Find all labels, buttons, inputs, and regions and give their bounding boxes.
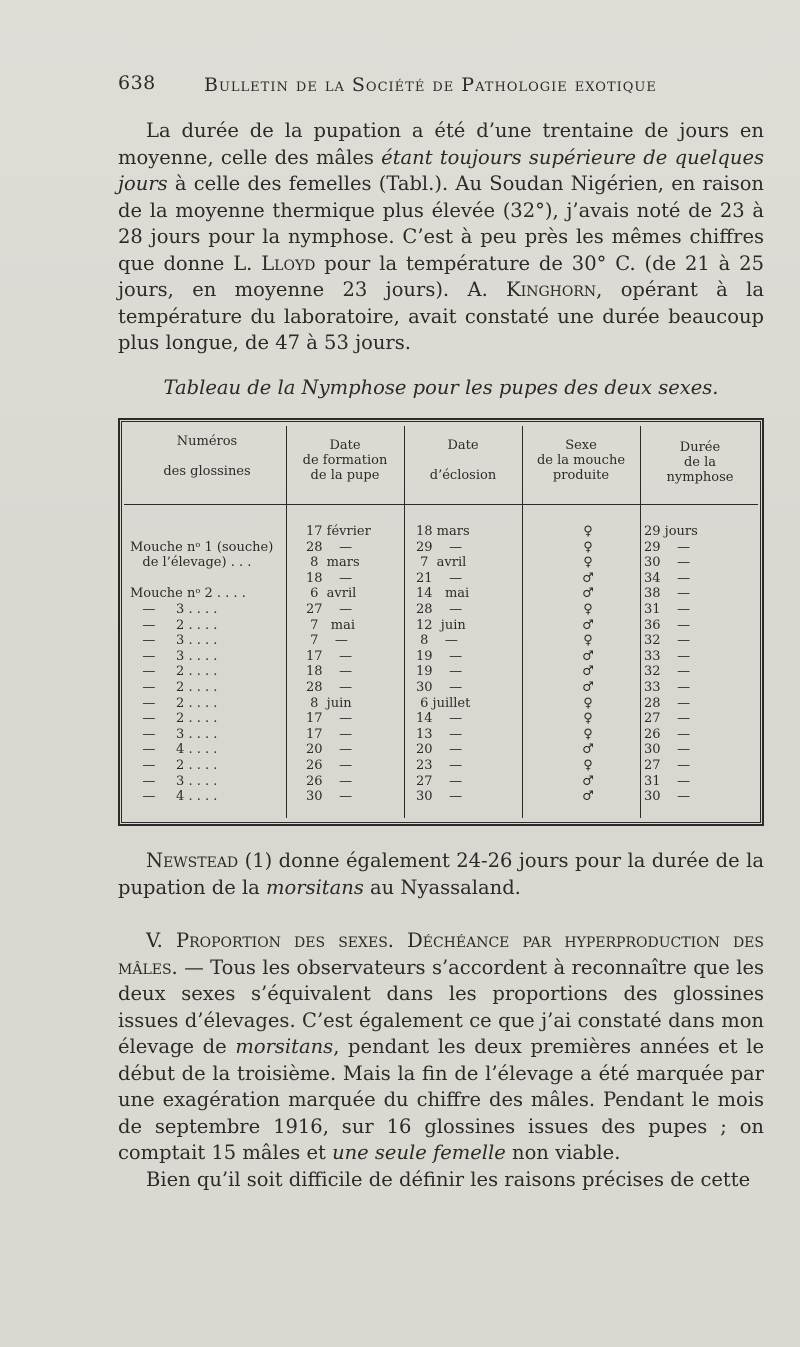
row-date-formation: 18 — bbox=[306, 570, 353, 586]
row-duree: 30 — bbox=[644, 555, 691, 571]
row-date-eclosion: 8 — bbox=[416, 633, 458, 649]
header-date-eclosion bbox=[404, 438, 522, 483]
text-run: non viable. bbox=[505, 1141, 621, 1164]
row-sexe: ♂ bbox=[582, 664, 594, 680]
row-sexe: ♀ bbox=[583, 602, 593, 617]
section-heading: V. Proportion des sexes. Déchéance par hyperproduction des mâles. bbox=[118, 929, 764, 979]
page-number: 638 bbox=[118, 72, 156, 94]
row-numero: — 2 . . . . bbox=[130, 680, 218, 695]
row-duree: 28 — bbox=[644, 695, 691, 711]
row-sexe: ♀ bbox=[583, 726, 593, 742]
row-date-eclosion: 14 mai bbox=[416, 586, 470, 602]
text-run: (1) donne également 24-26 jours pour la durée de la pupation de la bbox=[118, 849, 764, 899]
row-sexe: ♀ bbox=[583, 695, 593, 711]
italic-run: morsitans bbox=[266, 875, 364, 899]
row-date-formation: 17 — bbox=[306, 648, 353, 664]
row-duree: 34 — bbox=[644, 570, 691, 586]
row-date-formation: 6 avril bbox=[306, 586, 357, 602]
row-sexe: ♀ bbox=[583, 555, 593, 571]
row-duree: 30 — bbox=[644, 789, 691, 805]
row-duree: 27 — bbox=[644, 758, 691, 773]
row-date-formation: 17 — bbox=[306, 711, 353, 727]
row-date-eclosion: 28 — bbox=[416, 602, 463, 617]
row-date-eclosion: 19 — bbox=[416, 648, 463, 664]
row-date-formation: 28 — bbox=[306, 680, 353, 695]
row-numero: — 2 . . . . bbox=[130, 711, 218, 727]
header-text: nymphose bbox=[666, 470, 734, 485]
row-date-eclosion: 30 — bbox=[416, 680, 463, 695]
row-sexe: ♀ bbox=[583, 758, 593, 773]
header-text: Durée bbox=[679, 440, 721, 455]
row-sexe: ♂ bbox=[582, 742, 594, 758]
row-date-eclosion: 29 — bbox=[416, 539, 463, 555]
row-duree: 30 — bbox=[644, 742, 691, 758]
header-text: Date bbox=[447, 438, 479, 453]
row-date-formation: 26 — bbox=[306, 773, 353, 789]
row-duree: 33 — bbox=[644, 680, 691, 695]
row-sexe: ♂ bbox=[582, 648, 594, 664]
text-run: , pendant les deux premières années et le début de la troisième. Mais la fin de l’élevage a été marquée par une exagération marquée du chiffre des mâles. Pendant le mois de septembre 1916, sur 16 glossines issues des pupes ; on comptait 15 mâles et bbox=[118, 1035, 765, 1164]
row-date-formation: 18 — bbox=[306, 664, 353, 680]
row-sexe: ♂ bbox=[582, 680, 594, 695]
row-numero: — 3 . . . . bbox=[130, 726, 218, 742]
paragraph-pupation bbox=[118, 118, 764, 357]
row-numero: de l’élevage) . . . bbox=[130, 555, 252, 571]
row-sexe: ♀ bbox=[583, 524, 593, 539]
nymphose-table bbox=[118, 418, 764, 826]
journal-title: Bulletin de la Société de Pathologie exotique bbox=[204, 74, 657, 96]
row-date-eclosion: 14 — bbox=[416, 711, 463, 727]
row-sexe: ♂ bbox=[582, 617, 594, 633]
author-name: Newstead bbox=[146, 849, 239, 872]
row-numero: — 2 . . . . bbox=[130, 664, 218, 680]
row-duree: 36 — bbox=[644, 617, 691, 633]
text-run: , opérant à la température du laboratoire, avait constaté une durée beaucoup plus longue, de 47 à 53 jours. bbox=[118, 278, 764, 354]
row-date-eclosion: 30 — bbox=[416, 789, 463, 805]
row-numero: Mouche nᵒ 2 . . . . bbox=[130, 586, 246, 602]
row-date-eclosion: 21 — bbox=[416, 570, 463, 586]
header-text: de formation bbox=[302, 453, 388, 468]
row-sexe: ♂ bbox=[582, 789, 594, 805]
paragraph-newstead bbox=[118, 848, 764, 901]
italic-run: une seule femelle bbox=[332, 1141, 506, 1164]
row-numero: — 3 . . . . bbox=[130, 602, 218, 617]
header-text: Numéros bbox=[176, 434, 238, 449]
row-duree: 38 — bbox=[644, 586, 691, 602]
text-run: La durée de la pupation a été d’une trentaine de jours en moyenne, celle des mâles bbox=[118, 119, 764, 169]
row-date-eclosion: 27 — bbox=[416, 773, 463, 789]
row-numero: — 3 . . . . bbox=[130, 633, 218, 649]
row-sexe: ♂ bbox=[582, 773, 594, 789]
paragraph-proportion bbox=[118, 928, 764, 1193]
text-run: — Tous les observateurs s’accordent à reconnaître que les deux sexes s’équivalent dans les proportions des glossines issues d’élevages. C’est également ce que j’ai constaté dans mon élevage de bbox=[118, 955, 764, 1058]
header-text: d’éclosion bbox=[429, 468, 497, 483]
row-duree: 29 — bbox=[644, 539, 691, 555]
row-numero: — 3 . . . . bbox=[130, 648, 218, 664]
row-date-formation: 26 — bbox=[306, 758, 353, 773]
header-numeros bbox=[128, 434, 286, 479]
row-sexe: ♀ bbox=[583, 633, 593, 649]
author-name: Kinghorn bbox=[506, 278, 597, 301]
header-text: de la bbox=[683, 455, 717, 470]
row-date-formation: 7 — bbox=[306, 633, 348, 649]
row-duree: 32 — bbox=[644, 633, 691, 649]
author-name: Lloyd bbox=[261, 251, 316, 275]
table-caption: Tableau de la Nymphose pour les pupes des deux sexes. bbox=[163, 376, 719, 399]
row-duree: 31 — bbox=[644, 602, 691, 617]
header-text: Sexe bbox=[565, 438, 597, 453]
row-numero: — 4 . . . . bbox=[130, 742, 218, 758]
header-date-formation bbox=[286, 438, 404, 483]
header-text: de la mouche bbox=[536, 453, 626, 468]
row-duree: 31 — bbox=[644, 773, 691, 789]
row-date-formation: 17 — bbox=[306, 726, 353, 742]
row-duree: 33 — bbox=[644, 648, 691, 664]
row-numero: — 2 . . . . bbox=[130, 758, 218, 773]
row-date-eclosion: 19 — bbox=[416, 664, 463, 680]
header-text: Date bbox=[329, 438, 361, 453]
row-date-eclosion: 23 — bbox=[416, 758, 463, 773]
text-run: à celle des femelles (Tabl.). Au Soudan Nigérien, en raison de la moyenne thermique plus élevée (32°), j’avais noté de 23 à 28 jours pour la nymphose. C’est à peu près les mêmes chiffres que donne L. bbox=[118, 172, 764, 275]
row-date-formation: 28 — bbox=[306, 539, 353, 555]
italic-run: étant toujours supérieure de quelques jours bbox=[118, 145, 764, 195]
row-sexe: ♀ bbox=[583, 539, 593, 555]
row-date-formation: 17 février bbox=[306, 524, 371, 539]
row-date-eclosion: 12 juin bbox=[416, 617, 466, 633]
header-text: de la pupe bbox=[310, 468, 380, 483]
row-date-eclosion: 13 — bbox=[416, 726, 463, 742]
row-numero: — 4 . . . . bbox=[130, 789, 218, 805]
italic-run: morsitans bbox=[235, 1035, 334, 1058]
header-duree bbox=[640, 440, 760, 485]
row-duree: 32 — bbox=[644, 664, 691, 680]
row-date-formation: 8 juin bbox=[306, 695, 352, 711]
row-date-formation: 20 — bbox=[306, 742, 353, 758]
row-duree: 27 — bbox=[644, 711, 691, 727]
row-date-eclosion: 6 juillet bbox=[416, 695, 471, 711]
row-numero: Mouche nᵒ 1 (souche) bbox=[130, 539, 274, 555]
text-run: pour la température de 30° C. (de 21 à 25 jours, en moyenne 23 jours). A. bbox=[118, 251, 764, 301]
row-sexe: ♂ bbox=[582, 586, 594, 602]
header-divider bbox=[124, 504, 758, 505]
row-duree: 29 jours bbox=[644, 524, 698, 539]
row-numero: — 2 . . . . bbox=[130, 695, 218, 711]
row-date-formation: 30 — bbox=[306, 789, 353, 805]
text-run: au Nyassaland. bbox=[363, 875, 521, 899]
row-date-formation: 8 mars bbox=[306, 555, 360, 571]
row-date-eclosion: 20 — bbox=[416, 742, 463, 758]
header-text: produite bbox=[552, 468, 610, 483]
header-sexe bbox=[522, 438, 640, 483]
row-numero: — 3 . . . . bbox=[130, 773, 218, 789]
row-date-formation: 7 mai bbox=[306, 617, 356, 633]
text-run: Bien qu’il soit difficile de définir les raisons précises de cette bbox=[146, 1167, 751, 1191]
row-numero: — 2 . . . . bbox=[130, 617, 218, 633]
row-sexe: ♂ bbox=[582, 570, 594, 586]
header-text: des glossines bbox=[163, 464, 251, 479]
row-date-eclosion: 18 mars bbox=[416, 524, 470, 539]
row-sexe: ♀ bbox=[583, 711, 593, 727]
row-duree: 26 — bbox=[644, 726, 691, 742]
row-date-formation: 27 — bbox=[306, 602, 353, 617]
row-date-eclosion: 7 avril bbox=[416, 555, 467, 571]
